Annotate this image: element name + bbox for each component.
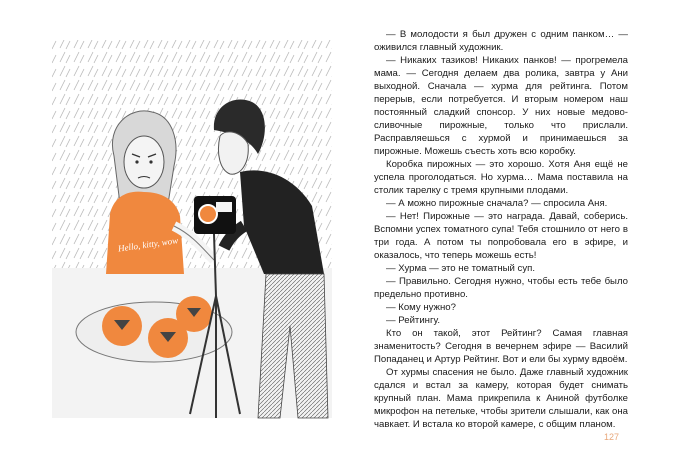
paragraph: — Кому нужно? [386, 302, 456, 313]
illustration [44, 36, 340, 426]
illustration-drawing [44, 36, 340, 426]
page-number: 127 [604, 432, 620, 442]
paragraph: — Рейтингу. [386, 315, 440, 326]
paragraph: — В молодости я был дружен с одним панком… — оживился главный художник. [374, 29, 628, 53]
paragraph: — Нет! Пирожные — это награда. Давай, соберись. Вспомни успех томатного супа! Тебя стошнило от него в три года. А потом ты попробовала его в эфире, и оказалось, что теперь можешь есть! [374, 211, 628, 261]
paragraph: Коробка пирожных — это хорошо. Хотя Аня ещё не успела проголодаться. Но хурма… Мама поставила на столик тарелку с тремя крупными плодами. [374, 159, 628, 196]
paragraph: Кто он такой, этот Рейтинг? Самая главная знаменитость? Сегодня в вечернем эфире — Василий Попаданец и Артур Рейтинг. Вот и ели бы хурму вдвоём. [374, 328, 628, 365]
shirt-text: Hello, kitty, wow [117, 235, 179, 254]
story-text [374, 28, 628, 431]
paragraph: — А можно пирожные сначала? — спросила Аня. [386, 198, 608, 209]
paragraph: От хурмы спасения не было. Даже главный художник сдался и встал за камеру, которая будет снимать крупный план. Мама прикрепила к Аниной футболке микрофон на петельке, чтобы зрители слышали, как она чавкает. И встала ко второй камере, с общим планом. [374, 367, 628, 430]
paragraph: — Хурма — это не томатный суп. [386, 263, 536, 274]
paragraph: — Правильно. Сегодня нужно, чтобы есть тебе было предельно противно. [374, 276, 628, 300]
paragraph: — Никаких тазиков! Никаких панков! — прогремела мама. — Сегодня делаем два ролика, завтра у Ани выходной. Сначала — хурма для рейтинга. Потом перерыв, если потребуется. И вторым номером наш постоянный сладкий спонсор. У них новые медово-сливочные пирожные, только что прислали. Расправляешься с хурмой и принимаешься за пирожные. Можешь съесть хоть всю коробку. [374, 55, 628, 157]
